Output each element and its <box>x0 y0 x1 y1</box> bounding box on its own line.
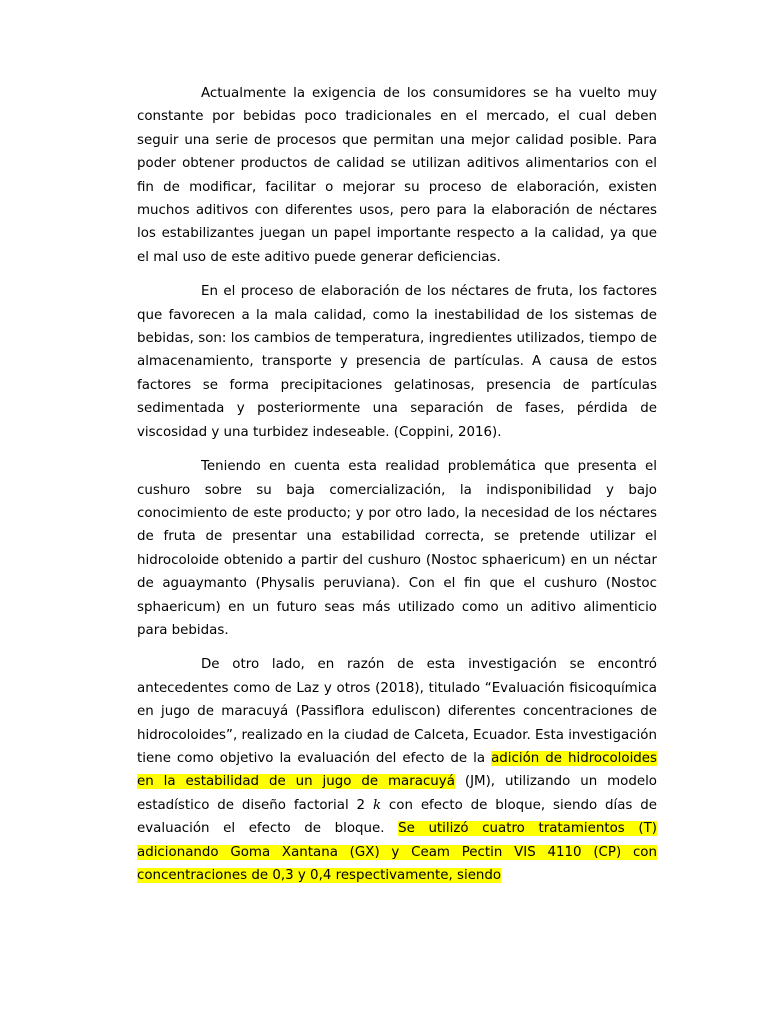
highlighted-text-1: adición de hidrocoloides en la estabilidad de un jugo de maracuyá <box>137 750 658 790</box>
document-page <box>137 82 657 898</box>
paragraph-1: Actualmente la exigencia de los consumidores se ha vuelto muy constante por bebidas poco tradicionales en el mercado, el cual deben seguir una serie de procesos que permitan una mejor calidad posible. Para poder obtener productos de calidad se utilizan aditivos alimentarios con el fin de modificar, facilitar o mejorar su proceso de elaboración, existen muchos aditivos con diferentes usos, pero para la elaboración de néctares los estabilizantes juegan un papel importante respecto a la calidad, ya que el mal uso de este aditivo puede generar deficiencias. <box>137 86 657 265</box>
paragraph-2: En el proceso de elaboración de los néctares de fruta, los factores que favorecen a la mala calidad, como la inestabilidad de los sistemas de bebidas, son: los cambios de temperatura, ingredientes utilizados, tiempo de almacenamiento, transporte y presencia de partículas. A causa de estos factores se forma precipitaciones gelatinosas, presencia de partículas sedimentada y posteriormente una separación de fases, pérdida de viscosidad y una turbidez indeseable. (Coppini, 2016). <box>137 284 657 440</box>
paragraph-4 <box>137 653 657 887</box>
highlighted-text-3: concentraciones de 0,3 y 0,4 respectivamente, siendo <box>137 868 502 883</box>
highlighted-text-2: Se utilizó cuatro tratamientos (T) adicionando Goma Xantana (GX) y Ceam Pectin VIS 4110 (CP) con <box>137 821 658 860</box>
paragraph-4-text-2: (JM), utilizando un modelo estadístico de diseño factorial 2 <box>137 774 657 813</box>
paragraph-4-text-3: con efecto de bloque, siendo días de evaluación el efecto de bloque. <box>137 797 657 837</box>
math-exponent-k: k <box>372 797 382 813</box>
paragraph-3: Teniendo en cuenta esta realidad problemática que presenta el cushuro sobre su baja comercialización, la indisponibilidad y bajo conocimiento de este producto; y por otro lado, la necesidad de los néctares de fruta de presentar una estabilidad correcta, se pretende utilizar el hidrocoloide obtenido a partir del cushuro (Nostoc sphaericum) en un néctar de aguaymanto (Physalis peruviana). Con el fin que el cushuro (Nostoc sphaericum) en un futuro seas más utilizado como un aditivo alimenticio para bebidas. <box>137 459 657 638</box>
paragraph-4-text-1: De otro lado, en razón de esta investigación se encontró antecedentes como de Laz y otros (2018), titulado “Evaluación fisicoquímica en jugo de maracuyá (Passiflora eduliscon) diferentes concentraciones de hidrocoloides”, realizado en la ciudad de Calceta, Ecuador. Esta investigación tiene como objetivo la evaluación del efecto de la <box>137 657 657 766</box>
